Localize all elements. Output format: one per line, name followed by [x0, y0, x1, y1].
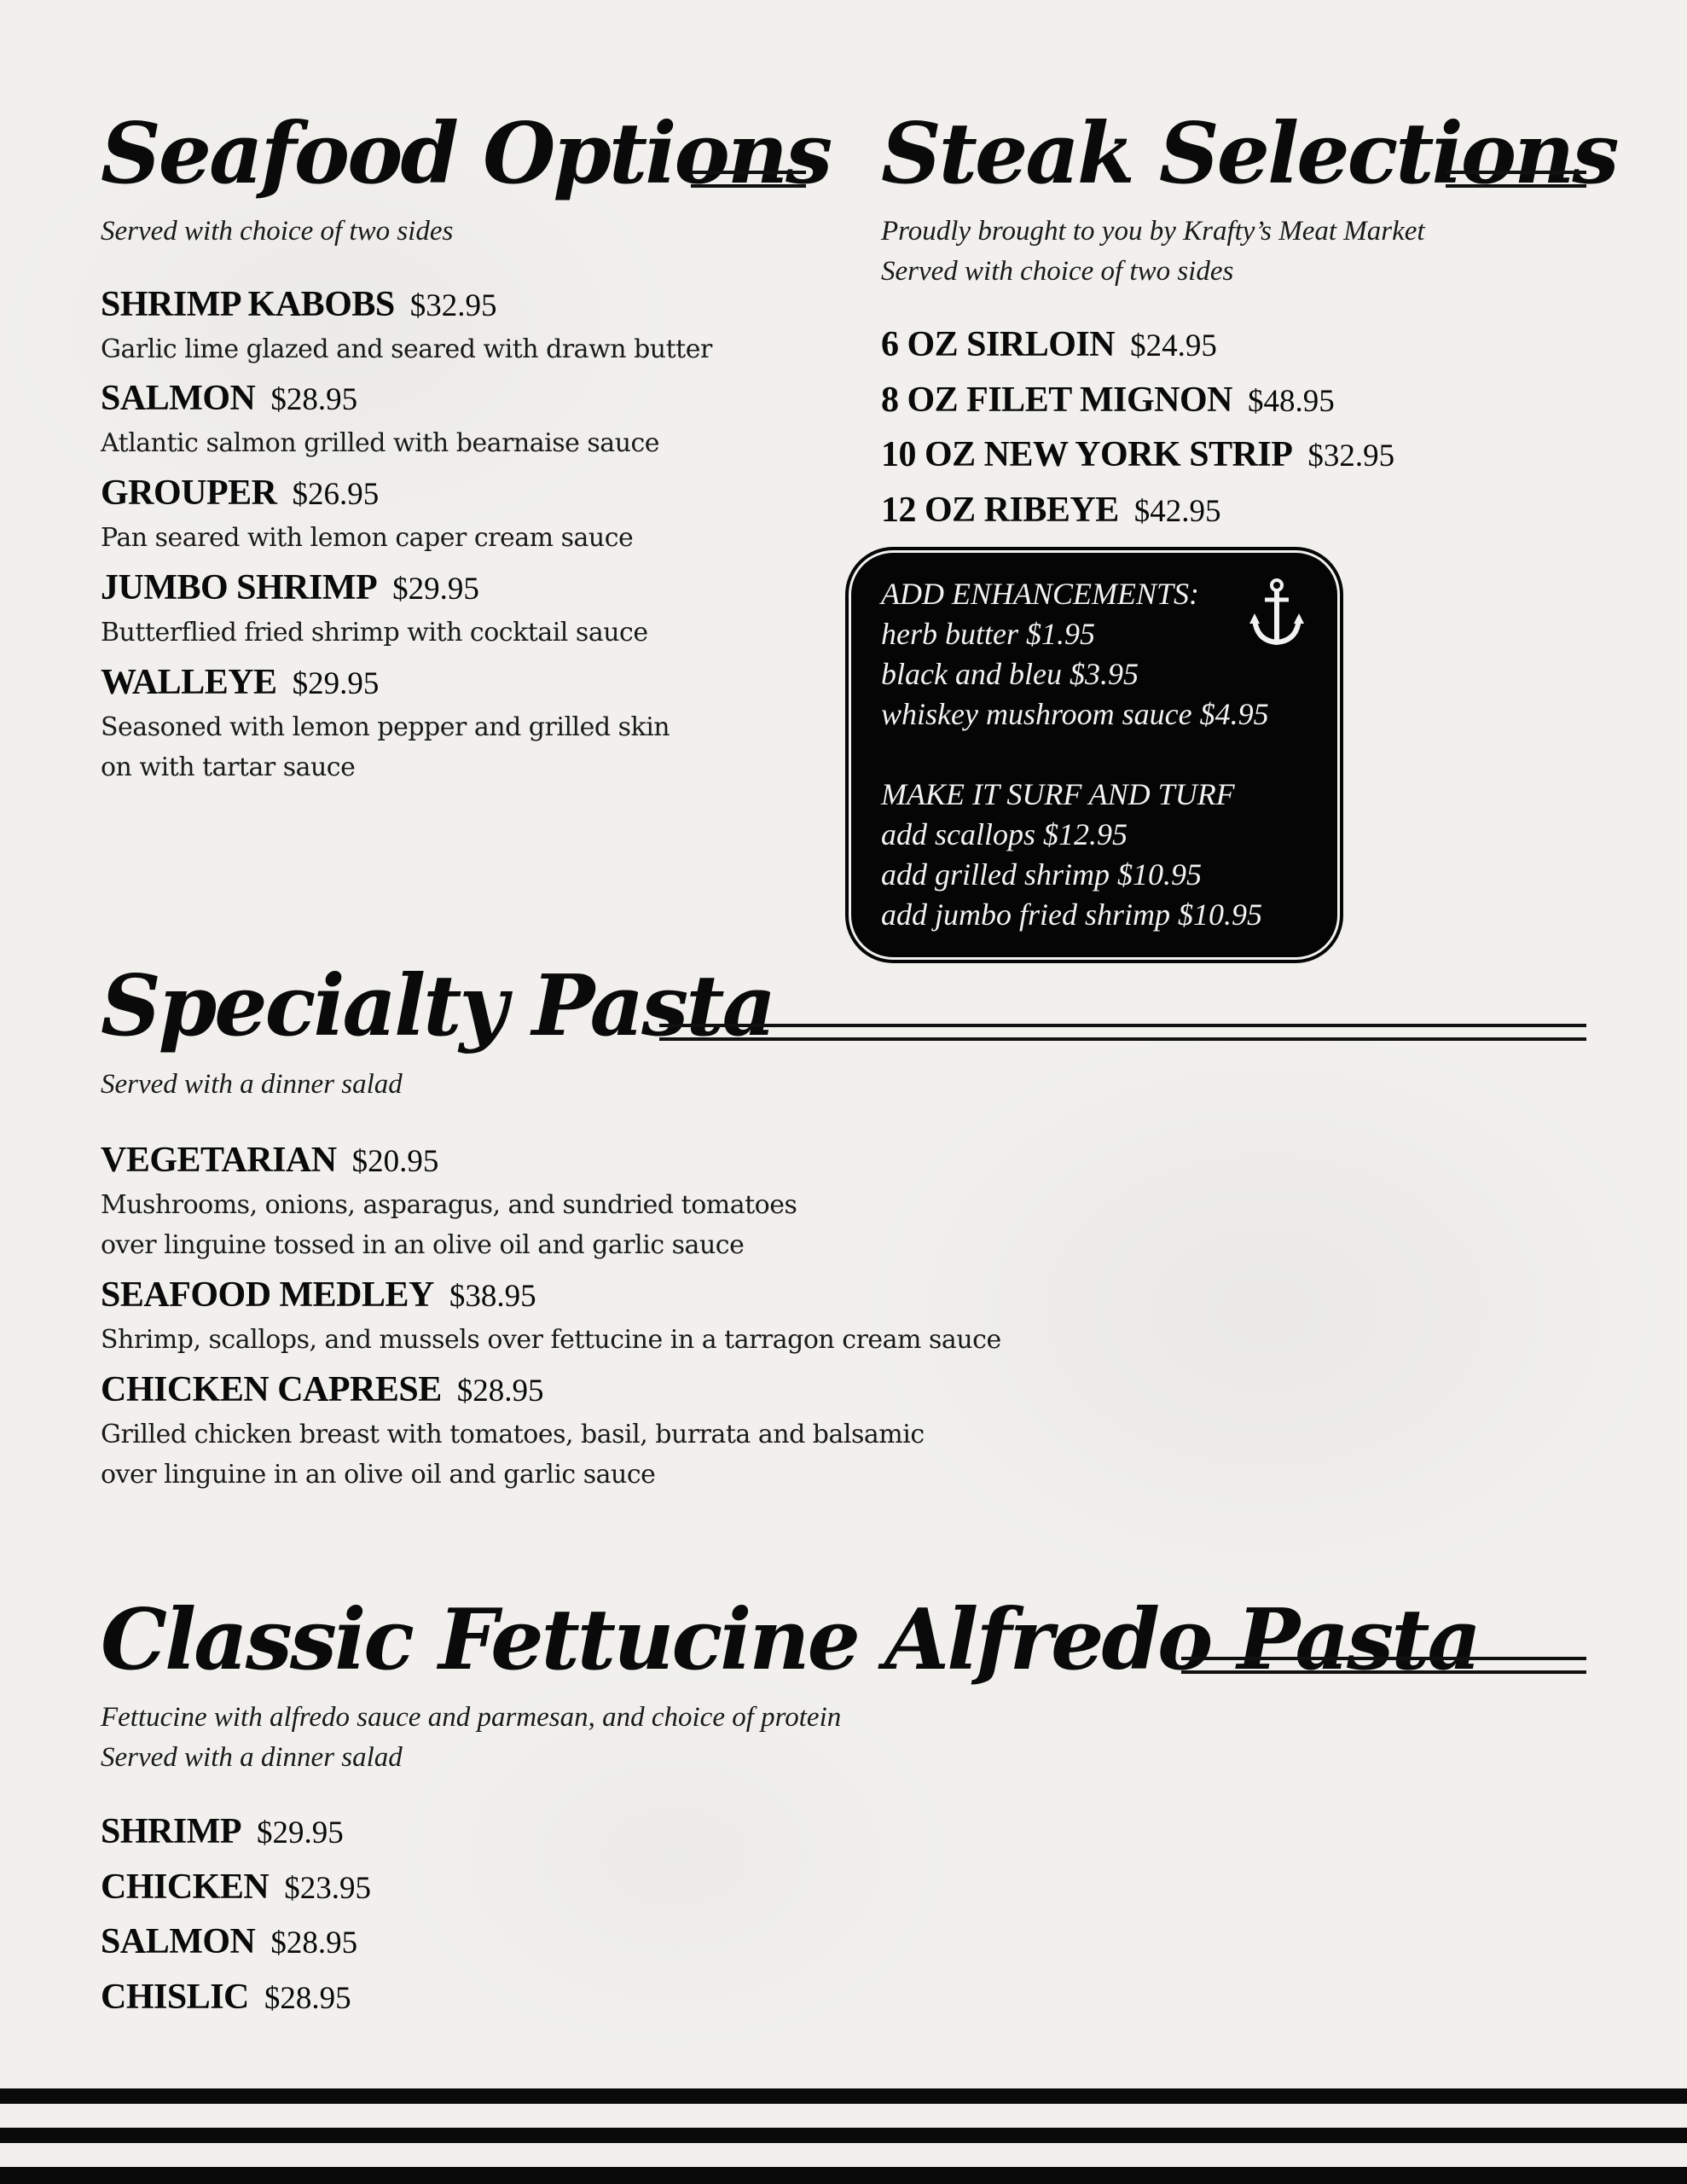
- seafood-title: Seafood Options: [101, 105, 831, 203]
- item-name: GROUPER: [101, 473, 277, 513]
- menu-item-grouper: [101, 473, 379, 514]
- item-price: $24.95: [1130, 328, 1217, 363]
- item-description: Seasoned with lemon pepper and grilled skin: [101, 712, 670, 742]
- menu-item-jumbo-shrimp: [101, 567, 479, 608]
- item-name: SHRIMP KABOBS: [101, 285, 395, 324]
- item-name: CHICKEN CAPRESE: [101, 1370, 442, 1409]
- pasta-title: Specialty Pasta: [101, 957, 774, 1055]
- enhancements-heading: ADD ENHANCEMENTS:: [881, 577, 1199, 611]
- pasta-subtitle: Served with a dinner salad: [101, 1069, 403, 1100]
- footer-stripe: [0, 2128, 1687, 2143]
- item-name: CHISLIC: [101, 1978, 249, 2017]
- steak-title-rule: [1446, 171, 1586, 188]
- enhancement-option: herb butter $1.95: [881, 617, 1095, 651]
- item-description: over linguine tossed in an olive oil and garlic sauce: [101, 1230, 745, 1260]
- footer-stripe: [0, 2167, 1687, 2184]
- item-description: Garlic lime glazed and seared with drawn butter: [101, 334, 712, 364]
- item-price: $29.95: [292, 666, 380, 701]
- menu-item-filet-mignon: [881, 380, 1335, 421]
- item-price: $20.95: [351, 1144, 439, 1179]
- enhancements-box: [855, 557, 1333, 953]
- menu-item-shrimp-kabobs: [101, 284, 497, 325]
- menu-item-alfredo-chicken: [101, 1867, 371, 1908]
- enhancement-option: whiskey mushroom sauce $4.95: [881, 697, 1269, 731]
- steak-subtitle-1: Proudly brought to you by Krafty’s Meat Market: [881, 216, 1425, 247]
- item-price: $23.95: [284, 1871, 371, 1906]
- item-name: VEGETARIAN: [101, 1141, 337, 1180]
- menu-item-vegetarian: [101, 1140, 438, 1181]
- item-name: SALMON: [101, 379, 256, 418]
- surf-and-turf-option: add jumbo fried shrimp $10.95: [881, 897, 1263, 932]
- menu-item-new-york-strip: [881, 434, 1394, 475]
- alfredo-subtitle-2: Served with a dinner salad: [101, 1742, 403, 1773]
- menu-item-salmon: [101, 378, 357, 419]
- alfredo-subtitle-1: Fettucine with alfredo sauce and parmesan, and choice of protein: [101, 1702, 842, 1733]
- item-price: $32.95: [1307, 439, 1395, 473]
- menu-item-alfredo-salmon: [101, 1921, 357, 1962]
- surf-and-turf-heading: MAKE IT SURF AND TURF: [881, 777, 1235, 811]
- item-price: $29.95: [257, 1815, 344, 1850]
- alfredo-title: Classic Fettucine Alfredo Pasta: [101, 1591, 1479, 1689]
- item-name: 6 OZ SIRLOIN: [881, 325, 1116, 364]
- item-name: JUMBO SHRIMP: [101, 568, 378, 607]
- item-description: Pan seared with lemon caper cream sauce: [101, 523, 634, 553]
- seafood-subtitle: Served with choice of two sides: [101, 216, 454, 247]
- menu-item-chicken-caprese: [101, 1369, 543, 1410]
- menu-item-walleye: [101, 662, 379, 703]
- item-price: $28.95: [270, 1926, 358, 1960]
- item-name: WALLEYE: [101, 663, 277, 702]
- enhancement-option: black and bleu $3.95: [881, 657, 1139, 691]
- menu-item-seafood-medley: [101, 1275, 536, 1316]
- item-price: $32.95: [409, 288, 497, 323]
- surf-and-turf-option: add grilled shrimp $10.95: [881, 857, 1203, 892]
- item-price: $48.95: [1247, 384, 1335, 419]
- menu-item-ribeye: [881, 490, 1220, 531]
- menu-item-alfredo-shrimp: [101, 1811, 344, 1852]
- pasta-title-rule: [659, 1024, 1586, 1041]
- item-description: Mushrooms, onions, asparagus, and sundried tomatoes: [101, 1190, 797, 1220]
- item-price: $28.95: [270, 382, 358, 417]
- surf-and-turf-option: add scallops $12.95: [881, 817, 1128, 851]
- menu-item-sirloin: [881, 324, 1217, 365]
- item-price: $38.95: [449, 1279, 536, 1314]
- item-description: Grilled chicken breast with tomatoes, basil, burrata and balsamic: [101, 1420, 925, 1449]
- item-name: SALMON: [101, 1922, 256, 1961]
- enhancement-spacer: [881, 735, 1269, 775]
- item-description: Shrimp, scallops, and mussels over fettucine in a tarragon cream sauce: [101, 1325, 1001, 1355]
- item-description: Atlantic salmon grilled with bearnaise sauce: [101, 428, 660, 458]
- steak-subtitle-2: Served with choice of two sides: [881, 256, 1234, 287]
- menu-item-alfredo-chislic: [101, 1977, 351, 2018]
- item-name: 10 OZ NEW YORK STRIP: [881, 435, 1293, 474]
- item-name: 12 OZ RIBEYE: [881, 491, 1119, 530]
- item-description: over linguine in an olive oil and garlic sauce: [101, 1460, 656, 1490]
- item-price: $28.95: [264, 1981, 351, 2016]
- enhancements-text: [881, 574, 1269, 935]
- footer-stripe: [0, 2088, 1687, 2104]
- item-price: $42.95: [1133, 494, 1221, 529]
- item-price: $28.95: [456, 1374, 544, 1409]
- item-description: on with tartar sauce: [101, 752, 356, 782]
- item-price: $29.95: [392, 572, 479, 607]
- alfredo-title-rule: [1181, 1657, 1586, 1674]
- item-description: Butterflied fried shrimp with cocktail sauce: [101, 618, 648, 648]
- item-name: SEAFOOD MEDLEY: [101, 1275, 434, 1315]
- item-name: CHICKEN: [101, 1867, 270, 1907]
- item-name: 8 OZ FILET MIGNON: [881, 380, 1232, 420]
- item-name: SHRIMP: [101, 1812, 241, 1851]
- seafood-title-rule: [691, 171, 806, 188]
- item-price: $26.95: [292, 477, 380, 512]
- steak-title: Steak Selections: [881, 105, 1617, 203]
